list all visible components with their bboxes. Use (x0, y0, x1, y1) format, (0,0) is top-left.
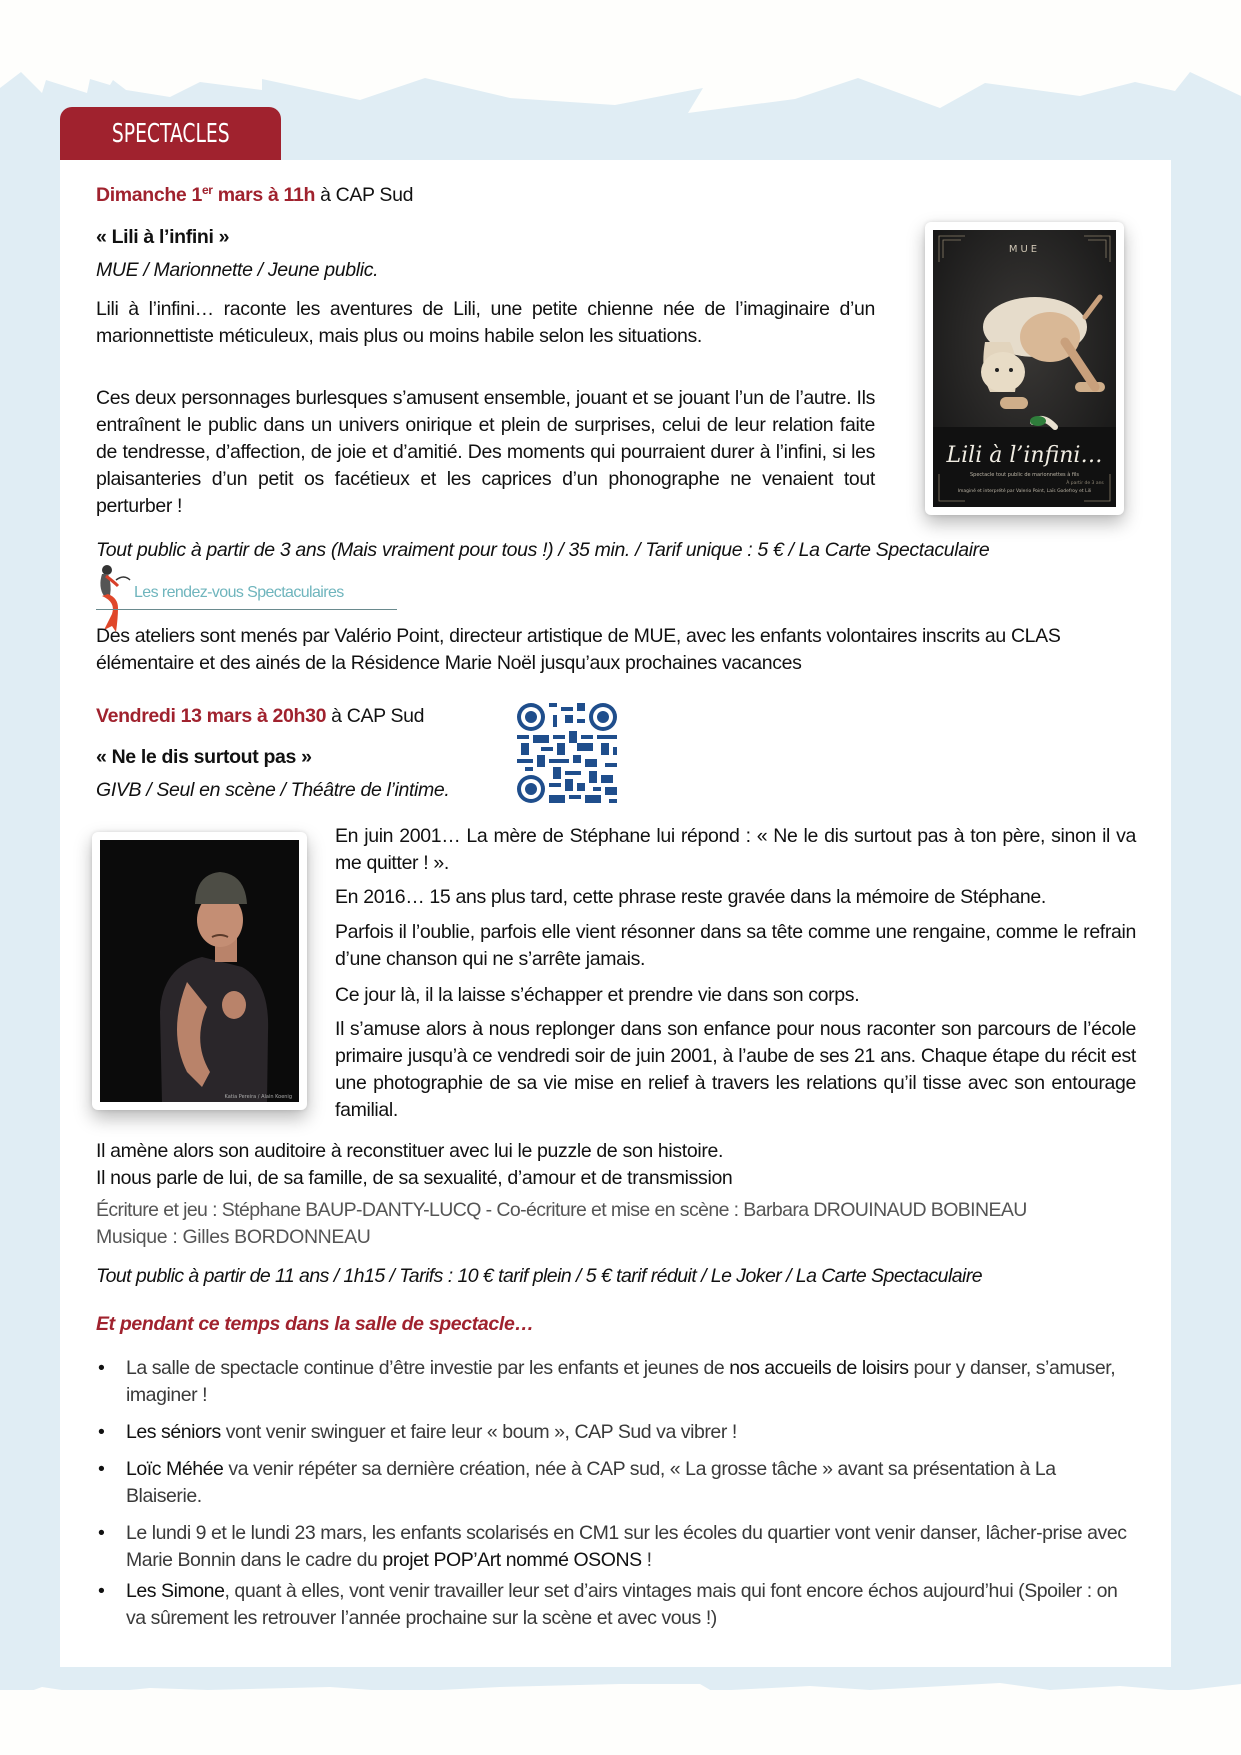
show1-date-day: Dimanche 1 (96, 184, 202, 206)
bullet-icon: • (98, 1458, 105, 1480)
show1-subtitle: MUE / Marionnette / Jeune public. (96, 259, 379, 281)
poster-credits: Imaginé et interprété par Valerio Point, Laïs Godefroy et Lili (957, 489, 1092, 494)
show1-date-sup: er (201, 183, 213, 197)
section-tab-label: SPECTACLES (111, 119, 230, 149)
meanwhile-heading: Et pendant ce temps dans la salle de spectacle… (96, 1313, 534, 1335)
show2-closing-1: Il amène alors son auditoire à reconstituer avec lui le puzzle de son histoire. (96, 1140, 724, 1162)
poster-image (925, 222, 1124, 515)
list-item (96, 1355, 1136, 1409)
show2-paragraph-1: En juin 2001… La mère de Stéphane lui répond : « Ne le dis surtout pas à ton père, sinon il va me quitter ! ». (335, 825, 1136, 874)
show2-paragraph-4: Ce jour là, il la laisse s’échapper et prendre vie dans son corps. (335, 984, 860, 1006)
show2-photo (92, 832, 307, 1110)
rendezvous-underline (96, 609, 397, 610)
bullet-icon: • (98, 1421, 105, 1443)
item-highlight: Les séniors (126, 1421, 221, 1443)
show2-paragraph-2: En 2016… 15 ans plus tard, cette phrase reste gravée dans la mémoire de Stéphane. (335, 886, 1046, 908)
show1-date-time: mars à 11h (212, 184, 316, 206)
show1-date (96, 184, 315, 206)
item-highlight: nos accueils de loisirs (729, 1357, 909, 1379)
item-highlight: Loïc Méhée (126, 1458, 224, 1480)
show1-info: Tout public à partir de 3 ans (Mais vraiment pour tous !) / 35 min. / Tarif unique : 5 € / La Carte Spectaculaire (96, 539, 990, 561)
section-tab (60, 107, 281, 161)
bullet-icon: • (98, 1580, 105, 1602)
show2-info: Tout public à partir de 11 ans / 1h15 / Tarifs : 10 € tarif plein / 5 € tarif réduit / Le Joker / La Carte Spectaculaire (96, 1265, 983, 1287)
show2-paragraph-5: Il s’amuse alors à nous replonger dans son enfance pour nous raconter son parcours de l’école primaire jusqu’à ce vendredi soir de juin 2001, à l’aube de ses 21 ans. Chaque étape du récit est une photographie de sa vie mise en relief à travers les relations qu’il tisse avec son entourage familial. (335, 1018, 1136, 1121)
bullet-icon: • (98, 1522, 105, 1544)
performer-photo (92, 832, 307, 1110)
item-text-after: vont venir swinguer et faire leur « boum », CAP Sud va vibrer ! (220, 1421, 737, 1443)
item-highlight: Les Simone (126, 1580, 225, 1602)
show2-credits-1: Écriture et jeu : Stéphane BAUP-DANTY-LUCQ - Co-écriture et mise en scène : Barbara DROUINAUD BOBINEAU (96, 1199, 1027, 1221)
item-text-after: va venir répéter sa dernière création, née à CAP sud, « La grosse tâche » avant sa présentation à La Blaiserie. (126, 1458, 1056, 1507)
item-text-after: pour y danser, s’amuser, imaginer ! (126, 1357, 1116, 1406)
item-highlight: projet POP’Art nommé OSONS (382, 1549, 642, 1571)
list-item (96, 1578, 1136, 1632)
show2-date-line (96, 703, 516, 730)
show2-credits-2: Musique : Gilles BORDONNEAU (96, 1226, 371, 1248)
show2-venue: à CAP Sud (326, 705, 425, 727)
show2-subtitle: GIVB / Seul en scène / Théâtre de l’intime. (96, 779, 450, 801)
show1-venue: à CAP Sud (315, 184, 414, 206)
show1-title: « Lili à l’infini » (96, 226, 230, 248)
item-text-after: ! (641, 1549, 652, 1571)
meanwhile-list (96, 1355, 1136, 1632)
show2-title: « Ne le dis surtout pas » (96, 746, 312, 768)
item-text: Le lundi 9 et le lundi 23 mars, les enfants scolarisés en CM1 sur les écoles du quartier vont venir danser, lâcher-prise avec Marie Bonnin dans le cadre du (126, 1522, 1127, 1571)
list-item (96, 1456, 1136, 1510)
poster-brand: MUE (1008, 244, 1041, 255)
item-text: La salle de spectacle continue d’être investie par les enfants et jeunes de (126, 1357, 730, 1379)
show1-poster (925, 222, 1124, 515)
rendezvous-logo-text: Les rendez-vous Spectaculaires (134, 584, 344, 601)
show1-paragraph-2: Ces deux personnages burlesques s’amusent ensemble, jouant et se jouant l’un de l’autre. Ils entraînent le public dans un univers onirique et plein de surprises, celui de leur relation faite de tendresse, d’affection, de joie et d’amitié. Des moments qui pourraient durer à l’infini, si les plaisanteries d’un petit os facétieux et les caprices d’un phonographe ne venaient tout perturber ! (96, 387, 875, 517)
qr-code[interactable] (517, 703, 617, 803)
show1-workshops: Des ateliers sont menés par Valério Point, directeur artistique de MUE, avec les enfants volontaires inscrits au CLAS élémentaire et des ainés de la Résidence Marie Noël jusqu’aux prochaines vacances (96, 625, 1061, 674)
show1-paragraph-1: Lili à l’infini… raconte les aventures de Lili, une petite chienne née de l’imaginaire d’un marionnettiste méticuleux, mais plus ou moins habile selon les situations. (96, 298, 875, 347)
poster-title: Lili à l’infini… (946, 443, 1103, 468)
list-item (96, 1520, 1136, 1574)
list-item (96, 1419, 1136, 1446)
item-text-after: , quant à elles, vont venir travailler leur set d’airs vintages mais qui font encore échos aujourd’hui (Spoiler : on va sûrement les retrouver l’année prochaine sur la scène et avec vous !) (126, 1580, 1118, 1629)
show2-date: Vendredi 13 mars à 20h30 (96, 705, 327, 727)
photo-credit: Katia Pereira / Alain Koenig (224, 1094, 292, 1100)
show2-paragraph-3: Parfois il l’oublie, parfois elle vient résonner dans sa tête comme une rengaine, comme le refrain d’une chanson qui ne s’arrête jamais. (335, 921, 1136, 970)
bullet-icon: • (98, 1357, 105, 1379)
poster-tagline: Spectacle tout public de marionnettes à fils (969, 472, 1080, 478)
poster-age: À partir de 3 ans (1066, 481, 1104, 486)
show2-closing-2: Il nous parle de lui, de sa famille, de sa sexualité, d’amour et de transmission (96, 1167, 733, 1189)
show1-date-line (96, 182, 696, 209)
